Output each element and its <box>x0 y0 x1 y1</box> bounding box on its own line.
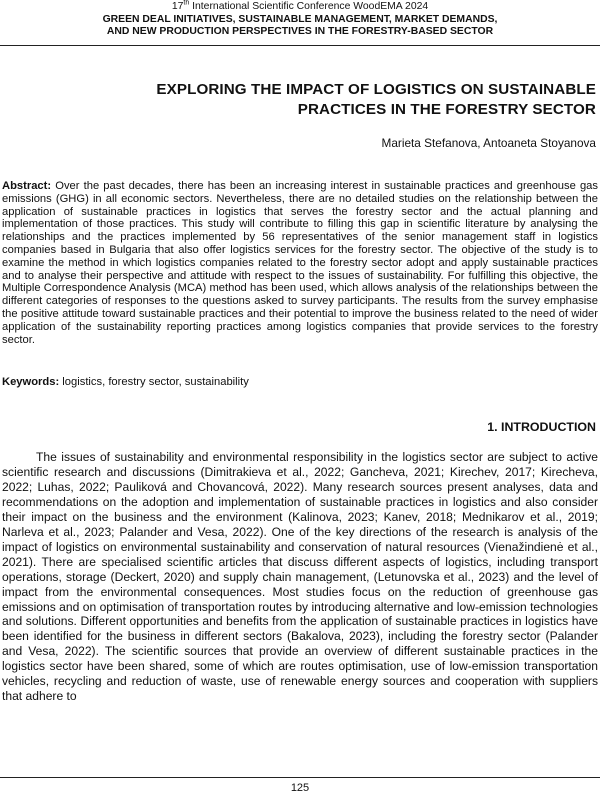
conference-theme-line-1: GREEN DEAL INITIATIVES, SUSTAINABLE MANAGEMENT, MARKET DEMANDS, <box>102 13 498 25</box>
conference-edition-number: 17 <box>171 1 184 12</box>
abstract-label: Abstract: <box>2 180 52 192</box>
abstract-text: Over the past decades, there has been an increasing interest in sustainable practices and greenhouse gas emissions (GHG) in all economic sectors. Nevertheless, there are no detailed studies on the relationship between the application of sustainable practices in logistics that serves the forestry sector and the actual planning and implementation of those practices. This study will contribute to filling this gap in scientific literature by analysing the relationships and the practices implemented by 56 representatives of the senior management staff in logistics companies based in Bulgaria that also offer logistics services for the forestry sector. The objective of the study is to examine the method in which logistics companies related to the forestry sector adopt and apply sustainable practices and to analyse their perspective and attitude with respect to the issues of sustainability. For fulfilling this objective, the Multiple Correspondence Analysis (MCA) method has been used, which allows analysis of the relationships between the different categories of responses to the questions asked to survey participants. The results from the survey emphasise the positive attitude toward sustainable practices and their potential to improve the business related to the need of wider application of the sustainability reporting practices among logistics companies that provide services to the forestry sector. <box>2 180 598 346</box>
keywords-text: logistics, forestry sector, sustainability <box>59 376 249 388</box>
conference-name: International Scientific Conference WoodEMA 2024 <box>189 1 429 12</box>
paper-authors: Marieta Stefanova, Antoaneta Stoyanova <box>381 136 596 150</box>
section-heading: 1. INTRODUCTION <box>487 420 596 434</box>
paper-title <box>60 80 596 120</box>
keywords-label: Keywords: <box>2 376 60 388</box>
ordinal-suffix: th <box>183 0 190 7</box>
introduction-paragraph: The issues of sustainability and environmental responsibility in the logistics sector are subject to active scientific research and discussions (Dimitrakieva et al., 2022; Gancheva, 2021; Kirechev, 2017; Kirecheva, 2022; Luhas, 2022; Pauliková and Chovancová, 2022). Many research sources present analyses, data and recommendations on the adoption and implementation of sustainable practices in logistics and also consider their impact on the business and the environment (Kalinova, 2023; Kanev, 2018; Mednikarov et al., 2019; Narleva et al., 2023; Palander and Vesa, 2022). One of the key directions of the research is analysis of the impact of logistics on environmental sustainability and conservation of natural resources (Vienažindienė et al., 2021). There are specialised scientific articles that discuss different aspects of logistics, including transport operations, storage (Deckert, 2020) and supply chain management, (Letunovska et al., 2023) and the level of impact from the environmental consequences. Most studies focus on the reduction of greenhouse gas emissions and on optimisation of transportation routes by introducing alternative and low-emission technologies and solutions. Different opportunities and benefits from the application of sustainable practices in logistics have been identified for the business in different sectors (Bakalova, 2023), including the forestry sector (Palander and Vesa, 2022). The scientific sources that provide an overview of different sustainable practices in the logistics sector have been shared, some of which are routes optimisation, use of low-emission transportation vehicles, recycling and reduction of waste, use of renewable energy sources and cooperation with suppliers that adhere to <box>2 450 598 704</box>
page-number: 125 <box>290 782 310 794</box>
header-divider <box>0 45 600 46</box>
conference-header <box>0 1 600 39</box>
keywords <box>2 376 598 389</box>
paper-title-line-1: EXPLORING THE IMPACT OF LOGISTICS ON SUSTAINABLE <box>156 81 596 98</box>
conference-name-line <box>0 1 600 14</box>
footer-divider <box>0 777 600 778</box>
paper-title-line-2: PRACTICES IN THE FORESTRY SECTOR <box>297 101 596 118</box>
conference-theme-line-2: AND NEW PRODUCTION PERSPECTIVES IN THE FORESTRY-BASED SECTOR <box>106 26 494 38</box>
abstract <box>2 180 598 346</box>
